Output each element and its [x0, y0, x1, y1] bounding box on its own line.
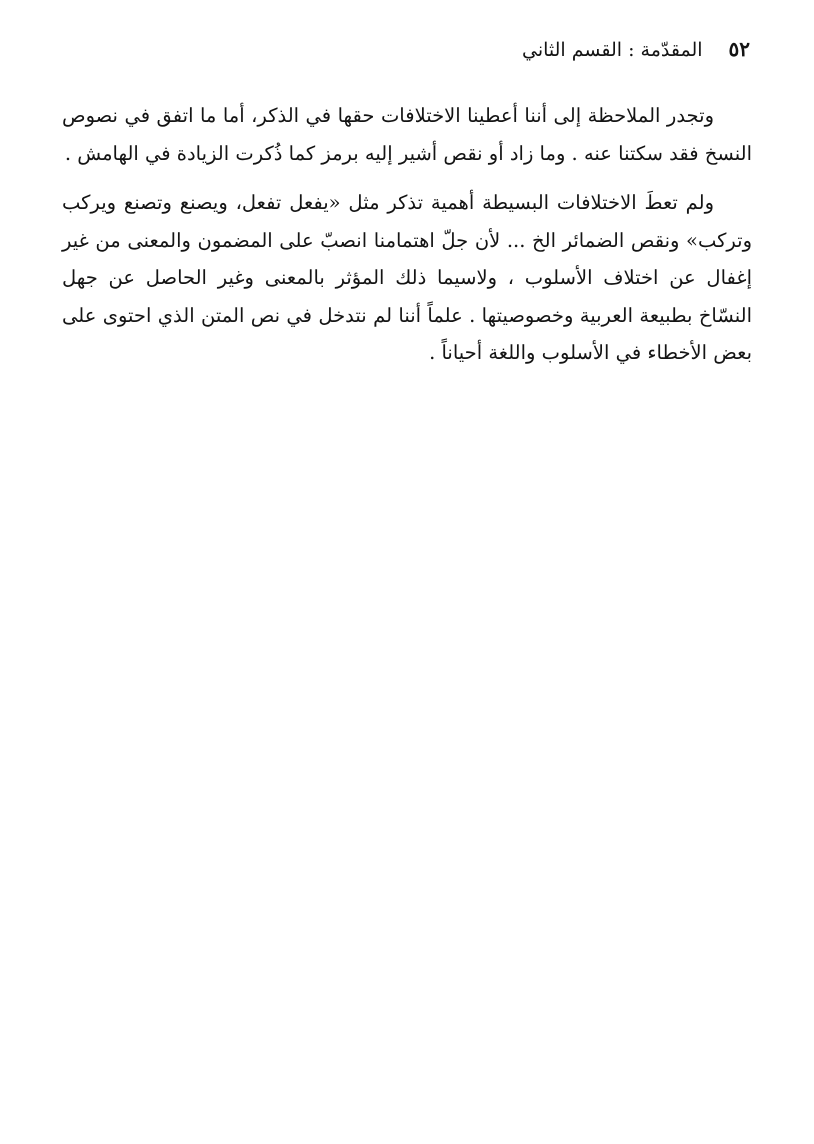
section-title: المقدّمة : القسم الثاني [522, 39, 703, 61]
paragraph-minor-differences: ولم تعطَ الاختلافات البسيطة أهمية تذكر مثل «يفعل تفعل، ويصنع وتصنع ويركب وتركب» ونقص الضمائر الخ ... لأن جلّ اهتمامنا انصبّ على المضمون والمعنى من غير إغفال عن اختلاف الأسلوب ، ولاسيما ذلك المؤثر بالمعنى وغير الحاصل عن جهل النسّاخ بطبيعة العربية وخصوصيتها . علماً أننا لم نتدخل في نص المتن الذي احتوى على بعض الأخطاء في الأسلوب واللغة أحياناً . [62, 191, 752, 364]
paragraph-variants-note: وتجدر الملاحظة إلى أننا أعطينا الاختلافات حقها في الذكر، أما ما اتفق في نصوص النسخ فقد سكتنا عنه . وما زاد أو نقص أشير إليه برمز كما ذُكرت الزيادة في الهامش . [62, 104, 752, 165]
running-header [522, 34, 750, 65]
page-number: ٥٢ [728, 37, 750, 61]
body-text [62, 97, 752, 384]
